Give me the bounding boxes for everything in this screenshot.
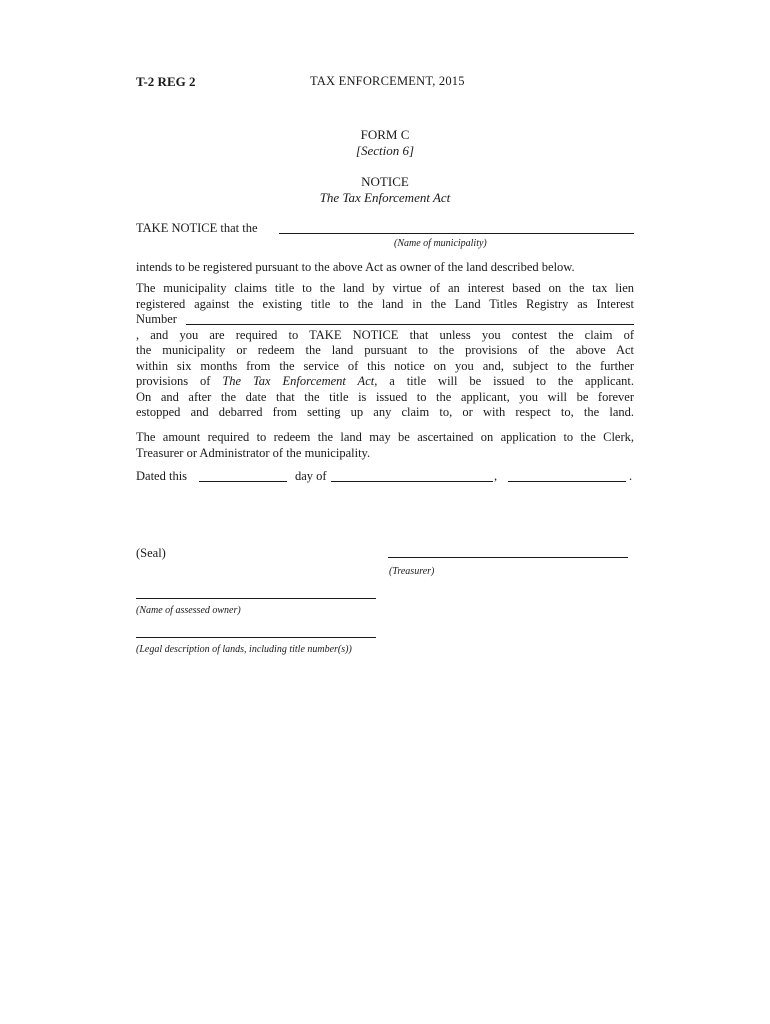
amount-line: The amount required to redeem the land may be ascertained on application to the Clerk,: [136, 430, 634, 444]
assessed-owner-line[interactable]: [136, 598, 376, 599]
claim-line: , and you are required to TAKE NOTICE that unless you contest the claim of: [136, 327, 634, 342]
regulation-code: T-2 REG 2: [136, 74, 196, 89]
running-header-title: TAX ENFORCEMENT, 2015: [310, 74, 465, 88]
legal-description-caption: (Legal description of lands, including title number(s)): [136, 644, 352, 655]
municipality-caption: (Name of municipality): [394, 238, 487, 249]
assessed-owner-caption: (Name of assessed owner): [136, 605, 241, 616]
interest-number-blank[interactable]: [186, 324, 634, 325]
claim-line: On and after the date that the title is issued to the applicant, you will be forever: [136, 389, 634, 404]
dated-this-label: Dated this: [136, 469, 188, 483]
claim-line-text: , a title will be issued to the applicant.: [374, 374, 634, 388]
claim-line: The municipality claims title to the land by virtue of an interest based on the tax lien: [136, 281, 634, 295]
claim-line: estopped and debarred from setting up any claim to, or with respect to, the land.: [136, 405, 634, 419]
treasurer-signature-line[interactable]: [388, 557, 628, 558]
claim-paragraph: [136, 281, 634, 421]
month-blank[interactable]: [331, 481, 493, 482]
day-of-label: day of: [295, 469, 327, 483]
day-blank[interactable]: [199, 481, 287, 482]
claim-line: within six months from the service of this notice on you and, subject to the further: [136, 358, 634, 373]
seal-label: (Seal): [136, 546, 166, 560]
interest-number-label: Number: [136, 312, 177, 326]
act-reference: The Tax Enforcement Act: [222, 374, 375, 388]
amount-paragraph: [136, 430, 634, 461]
notice-heading: NOTICE: [361, 174, 409, 189]
take-notice-lead: TAKE NOTICE that the: [136, 221, 258, 235]
dated-comma: ,: [494, 469, 498, 483]
amount-line: Treasurer or Administrator of the municipality.: [136, 445, 371, 460]
form-title: FORM C: [360, 127, 410, 142]
claim-line-act: [136, 374, 634, 390]
act-name: The Tax Enforcement Act: [319, 190, 451, 205]
interest-number-row: [136, 312, 634, 328]
dated-period: .: [629, 469, 633, 483]
legal-description-line[interactable]: [136, 637, 376, 638]
year-blank[interactable]: [508, 481, 626, 482]
intends-paragraph: intends to be registered pursuant to the above Act as owner of the land described below.: [136, 260, 575, 274]
treasurer-caption: (Treasurer): [389, 566, 435, 577]
claim-line-text: provisions of: [136, 374, 223, 388]
claim-line: registered against the existing title to the land in the Land Titles Registry as Interest: [136, 296, 634, 311]
municipality-blank[interactable]: [279, 233, 634, 234]
claim-line: the municipality or redeem the land pursuant to the provisions of the above Act: [136, 343, 634, 357]
form-section: [Section 6]: [355, 143, 415, 158]
